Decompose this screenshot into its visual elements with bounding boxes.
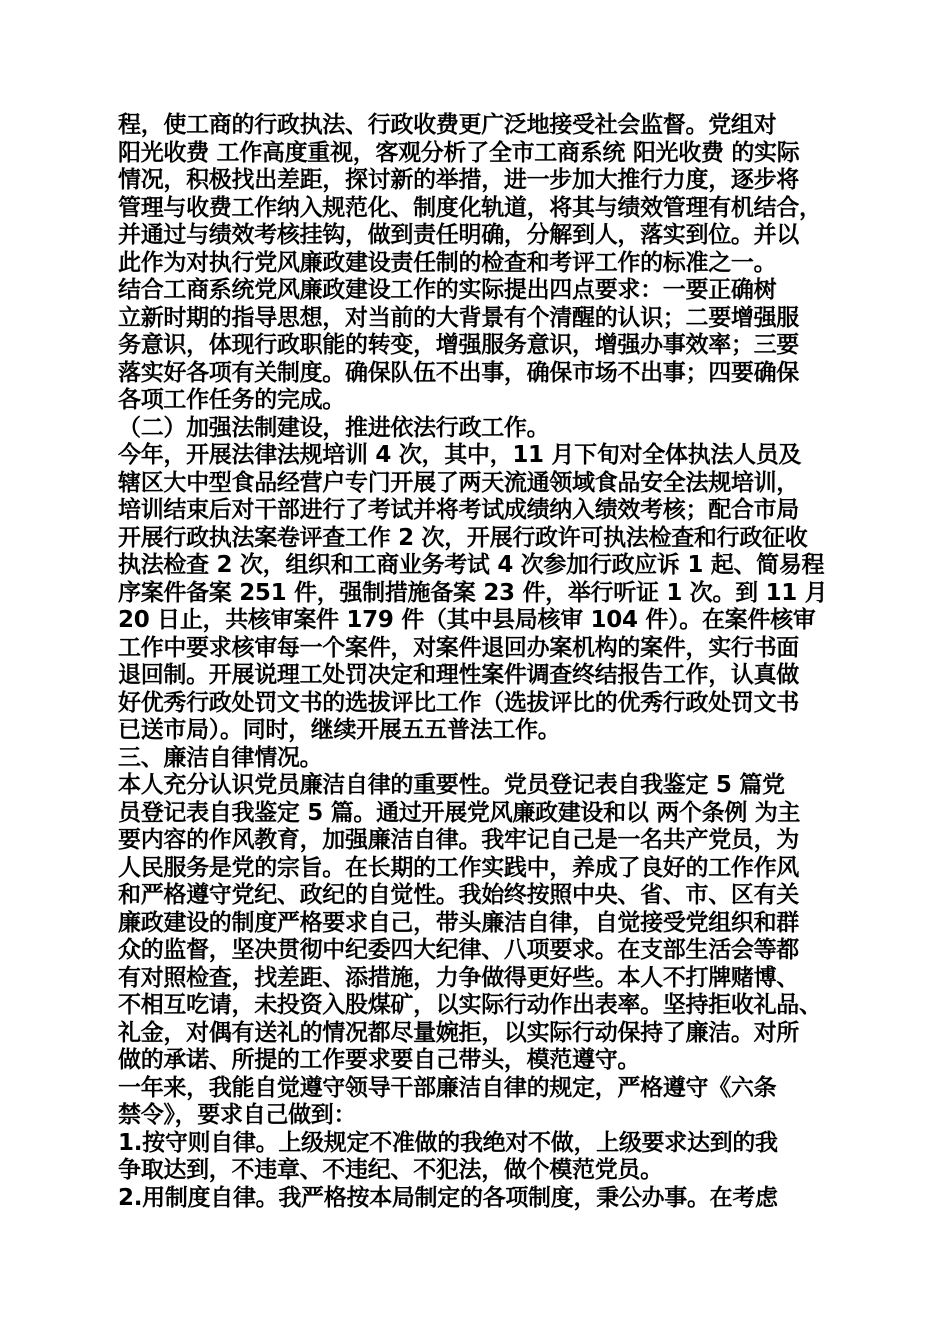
text-line: 开展行政执法案卷评查工作 2 次，开展行政许可执法检查和行政征收 — [118, 524, 808, 551]
document-body — [118, 112, 858, 1212]
text-line: 要内容的作风教育，加强廉洁自律。我牢记自己是一名共产党员，为 — [118, 827, 800, 853]
text-line: 好优秀行政处罚文书的选拔评比工作（选拔评比的优秀行政处罚文书 — [118, 689, 800, 716]
text-line: 员登记表自我鉴定 5 篇。通过开展党风廉政建设和以 两个条例 为主 — [118, 799, 801, 826]
text-line: 落实好各项有关制度。确保队伍不出事，确保市场不出事；四要确保 — [118, 359, 800, 386]
text-line: 序案件备案 251 件，强制措施备案 23 件，举行听证 1 次。到 11 月 — [118, 579, 828, 606]
text-line: 退回制。开展说理工处罚决定和理性案件调查终结报告工作，认真做 — [118, 662, 800, 688]
text-line: 务意识，体现行政职能的转变，增强服务意识，增强办事效率；三要 — [118, 332, 800, 358]
text-line: 并通过与绩效考核挂钩，做到责任明确，分解到人，落实到位。并以 — [118, 222, 800, 248]
text-line: 已送市局）。同时，继续开展五五普法工作。 — [118, 717, 561, 743]
section-heading: 三、廉洁自律情况。 — [118, 744, 323, 771]
text-line: 礼金，对偶有送礼的情况都尽量婉拒，以实际行动保持了廉洁。对所 — [118, 1019, 800, 1046]
text-line: 一年来，我能自觉遵守领导干部廉洁自律的规定，严格遵守《六条 — [118, 1074, 777, 1101]
text-line: 做的承诺、所提的工作要求要自己带头，模范遵守。 — [118, 1047, 641, 1073]
text-line: 执法检查 2 次，组织和工商业务考试 4 次参加行政应诉 1 起、简易程 — [118, 552, 825, 578]
text-line: 立新时期的指导思想，对当前的大背景有个清醒的认识；二要增强服 — [118, 304, 800, 331]
text-line: 廉政建设的制度严格要求自己，带头廉洁自律，自觉接受党组织和群 — [118, 909, 800, 936]
text-line: 各项工作任务的完成。 — [118, 387, 346, 413]
list-item: 2.用制度自律。我严格按本局制定的各项制度，秉公办事。在考虑 — [118, 1184, 778, 1211]
section-heading: （二）加强法制建设，推进依法行政工作。 — [118, 414, 550, 441]
text-line: 人民服务是党的宗旨。在长期的工作实践中，养成了良好的工作作风 — [118, 854, 800, 881]
text-line: 20 日止，共核审案件 179 件（其中县局核审 104 件）。在案件核审 — [118, 607, 816, 633]
text-line: 此作为对执行党风廉政建设责任制的检查和考评工作的标准之一。 — [118, 249, 777, 276]
list-item: 1.按守则自律。上级规定不准做的我绝对不做，上级要求达到的我 — [118, 1129, 778, 1156]
text-line: 辖区大中型食品经营户专门开展了两天流通领域食品安全法规培训， — [118, 469, 800, 496]
text-line: 众的监督，坚决贯彻中纪委四大纪律、八项要求。在支部生活会等都 — [118, 937, 800, 963]
text-line: 结合工商系统党风廉政建设工作的实际提出四点要求：一要正确树 — [118, 277, 777, 303]
text-line: 阳光收费 工作高度重视，客观分析了全市工商系统 阳光收费 的实际 — [118, 139, 800, 166]
text-line: 情况，积极找出差距，探讨新的举措，进一步加大推行力度，逐步将 — [118, 167, 800, 193]
text-line: 程，使工商的行政执法、行政收费更广泛地接受社会监督。党组对 — [118, 112, 777, 138]
text-line: 今年，开展法律法规培训 4 次，其中，11 月下旬对全体执法人员及 — [118, 442, 802, 468]
text-line: 本人充分认识党员廉洁自律的重要性。党员登记表自我鉴定 5 篇党 — [118, 772, 785, 798]
text-line: 培训结束后对干部进行了考试并将考试成绩纳入绩效考核；配合市局 — [118, 497, 800, 523]
text-line: 和严格遵守党纪、政纪的自觉性。我始终按照中央、省、市、区有关 — [118, 882, 800, 908]
text-line: 禁令》，要求自己做到： — [118, 1102, 357, 1128]
text-line: 不相互吃请，未投资入股煤矿，以实际行动作出表率。坚持拒收礼品、 — [118, 992, 822, 1018]
text-line: 有对照检查，找差距、添措施，力争做得更好些。本人不打牌赌博、 — [118, 964, 800, 991]
text-line: 工作中要求核审每一个案件，对案件退回办案机构的案件，实行书面 — [118, 634, 800, 661]
text-line: 管理与收费工作纳入规范化、制度化轨道，将其与绩效管理有机结合， — [118, 194, 822, 221]
text-line: 争取达到，不违章、不违纪、不犯法，做个模范党员。 — [118, 1157, 663, 1183]
